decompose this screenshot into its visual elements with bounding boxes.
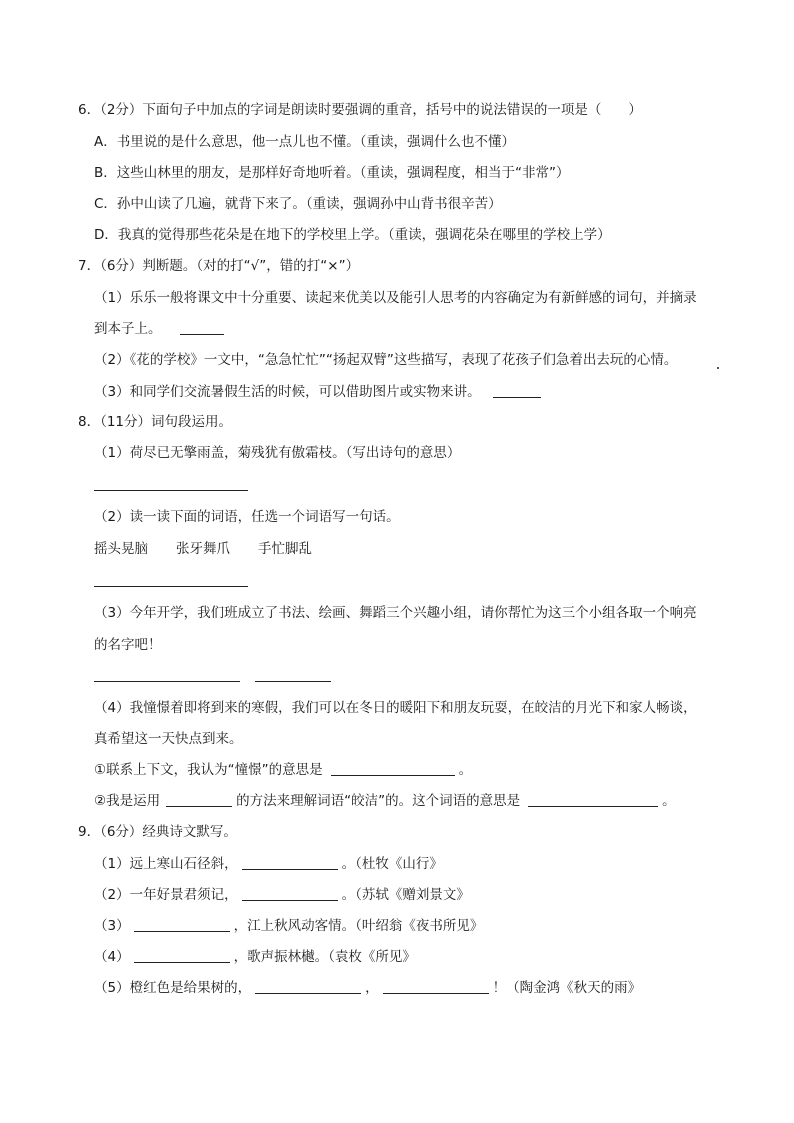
answer-blank[interactable] xyxy=(383,979,489,994)
poem-5-middle: ， xyxy=(365,980,379,996)
sub-2-end: 。 xyxy=(662,793,676,809)
answer-line[interactable] xyxy=(94,490,248,491)
answer-line[interactable] xyxy=(255,681,331,682)
question-6-stem: 6．（2分）下面句子中加点的字词是朗读时要强调的重音，括号中的说法错误的一项是（ ） xyxy=(78,102,642,118)
sub-1-text: ①联系上下文，我认为“憧憬”的意思是 xyxy=(94,762,323,778)
answer-blank[interactable] xyxy=(242,886,338,901)
question-8-item-2: （2）读一读下面的词语，任选一个词语写一句话。 xyxy=(94,509,400,525)
poem-3-prefix: （3） xyxy=(94,918,130,934)
question-7-item-3 xyxy=(94,383,545,401)
answer-line[interactable] xyxy=(94,586,248,587)
question-7-item-1-line-2 xyxy=(94,320,228,338)
question-7-item-3-text: （3）和同学们交流暑假生活的时候，可以借助图片或实物来讲。 xyxy=(94,384,481,400)
question-8-item-4-line-1: （4）我憧憬着即将到来的寒假，我们可以在冬日的暖阳下和朋友玩耍，在皎洁的月光下和家人畅谈， xyxy=(94,700,697,716)
poem-2-suffix: 。（苏轼《赠刘景文》 xyxy=(341,887,470,903)
poem-line-5 xyxy=(94,979,641,997)
word-1: 摇头晃脑 xyxy=(94,541,148,557)
question-6-option-d: D．我真的觉得那些花朵是在地下的学校里上学。（重读，强调花朵在哪里的学校上学） xyxy=(94,227,611,243)
word-list xyxy=(94,540,340,558)
sub-1-end: 。 xyxy=(458,762,473,778)
poem-1-suffix: 。（杜牧《山行》 xyxy=(341,856,443,872)
sub-2-middle: 的方法来理解词语“皎洁”的。这个词语的意思是 xyxy=(236,793,521,809)
question-8-item-4-sub-2 xyxy=(94,792,676,810)
question-9-stem: 9．（6分）经典诗文默写。 xyxy=(78,824,237,840)
question-8-item-3-line-1: （3）今年开学，我们班成立了书法、绘画、舞蹈三个兴趣小组，请你帮忙为这三个小组各取一个响亮 xyxy=(94,605,697,621)
question-6-option-a: A．书里说的是什么意思，他一点儿也不懂。（重读，强调什么也不懂） xyxy=(94,134,515,150)
question-7-stem: 7．（6分）判断题。（对的打“√”，错的打“×”） xyxy=(78,258,360,274)
answer-blank[interactable] xyxy=(493,383,541,398)
answer-blank[interactable] xyxy=(528,792,658,807)
answer-blank[interactable] xyxy=(134,948,230,963)
question-7-item-1-line-1: （1）乐乐一般将课文中十分重要、读起来优美以及能引人思考的内容确定为有新鲜感的词句，并摘录 xyxy=(94,290,697,306)
answer-blank[interactable] xyxy=(255,979,361,994)
question-6-option-c: C．孙中山读了几遍，就背下来了。（重读，强调孙中山背书很辛苦） xyxy=(94,196,502,212)
sub-2-text: ②我是运用 xyxy=(94,793,161,809)
question-7-item-1-text: 到本子上。 xyxy=(94,321,162,337)
answer-blank[interactable] xyxy=(166,792,232,807)
question-8-item-4-line-2: 真希望这一天快点到来。 xyxy=(94,731,243,747)
poem-line-4 xyxy=(94,948,416,966)
stray-dot xyxy=(717,367,719,369)
word-2: 张牙舞爪 xyxy=(176,541,230,557)
answer-blank[interactable] xyxy=(180,320,224,335)
question-8-item-1: （1）荷尽已无擎雨盖，菊残犹有傲霜枝。（写出诗句的意思） xyxy=(94,445,461,461)
poem-5-prefix: （5）橙红色是给果树的， xyxy=(94,980,252,996)
poem-3-suffix: ，江上秋风动客情。（叶绍翁《夜书所见》 xyxy=(233,918,484,934)
poem-1-prefix: （1）远上寒山石径斜， xyxy=(94,856,238,872)
answer-blank[interactable] xyxy=(331,761,455,776)
word-3: 手忙脚乱 xyxy=(258,541,312,557)
poem-2-prefix: （2）一年好景君须记， xyxy=(94,887,238,903)
poem-line-2 xyxy=(94,886,470,904)
answer-blank[interactable] xyxy=(242,855,338,870)
question-7-item-2: （2）《花的学校》一文中，“急急忙忙”“扬起双臂”这些描写，表现了花孩子们急着出去玩的心情。 xyxy=(94,352,678,368)
question-8-item-3-line-2: 的名字吧！ xyxy=(94,637,162,653)
poem-line-3 xyxy=(94,917,483,935)
poem-line-1 xyxy=(94,855,443,873)
poem-5-suffix: ！（陶金鸿《秋天的雨》 xyxy=(492,980,642,996)
question-6-option-b: B．这些山林里的朋友，是那样好奇地听着。（重读，强调程度，相当于“非常”） xyxy=(94,165,570,181)
poem-4-prefix: （4） xyxy=(94,949,130,965)
answer-line[interactable] xyxy=(94,681,240,682)
question-8-item-4-sub-1 xyxy=(94,761,472,779)
question-8-stem: 8．（11分）词句段运用。 xyxy=(78,414,233,430)
answer-blank[interactable] xyxy=(134,917,230,932)
poem-4-suffix: ，歌声振林樾。（袁枚《所见》 xyxy=(233,949,416,965)
